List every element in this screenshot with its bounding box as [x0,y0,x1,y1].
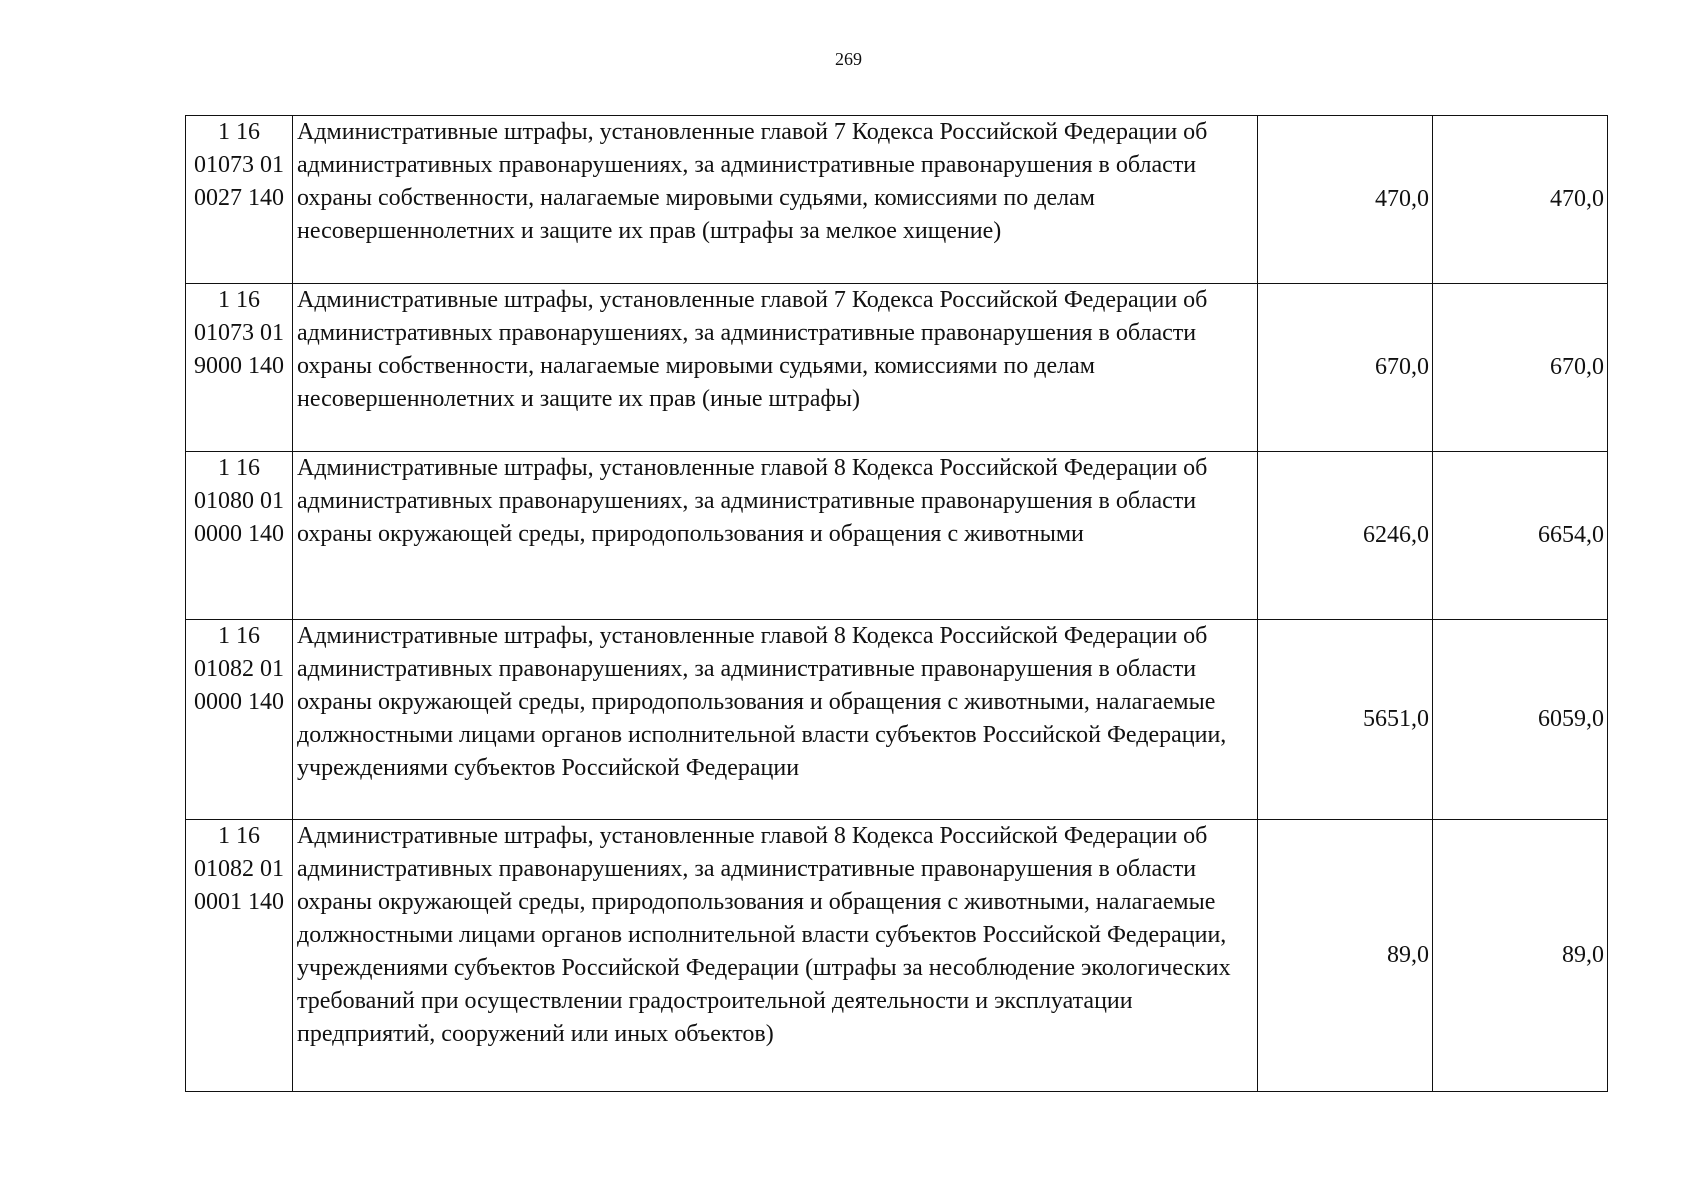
budget-code-cell: 1 16 01073 01 9000 140 [186,284,293,452]
value-2-cell: 89,0 [1433,820,1608,1092]
value-2-cell: 670,0 [1433,284,1608,452]
value-1-cell: 6246,0 [1258,452,1433,620]
description-cell: Административные штрафы, установленные главой 8 Кодекса Российской Федерации об административных правонарушениях, за административные правонарушения в области охраны окружающей среды, природопользования и обращения с животными, налагаемые должностными лицами органов исполнительной власти субъектов Российской Федерации, учреждениями субъектов Российской Федерации [293,620,1258,820]
description-cell: Административные штрафы, установленные главой 8 Кодекса Российской Федерации об административных правонарушениях, за административные правонарушения в области охраны окружающей среды, природопользования и обращения с животными, налагаемые должностными лицами органов исполнительной власти субъектов Российской Федерации, учреждениями субъектов Российской Федерации (штрафы за несоблюдение экологических требований при осуществлении градостроительной деятельности и эксплуатации предприятий, сооружений или иных объектов) [293,820,1258,1092]
table-row [186,116,1608,284]
table-row [186,284,1608,452]
budget-code-cell: 1 16 01080 01 0000 140 [186,452,293,620]
value-1-cell: 89,0 [1258,820,1433,1092]
budget-code-cell: 1 16 01073 01 0027 140 [186,116,293,284]
value-1-cell: 470,0 [1258,116,1433,284]
budget-code-cell: 1 16 01082 01 0001 140 [186,820,293,1092]
description-cell: Административные штрафы, установленные главой 7 Кодекса Российской Федерации об административных правонарушениях, за административные правонарушения в области охраны собственности, налагаемые мировыми судьями, комиссиями по делам несовершеннолетних и защите их прав (иные штрафы) [293,284,1258,452]
description-cell: Административные штрафы, установленные главой 7 Кодекса Российской Федерации об административных правонарушениях, за административные правонарушения в области охраны собственности, налагаемые мировыми судьями, комиссиями по делам несовершеннолетних и защите их прав (штрафы за мелкое хищение) [293,116,1258,284]
value-1-cell: 5651,0 [1258,620,1433,820]
table-row [186,820,1608,1092]
value-2-cell: 6059,0 [1433,620,1608,820]
table-row [186,620,1608,820]
value-2-cell: 6654,0 [1433,452,1608,620]
description-cell: Административные штрафы, установленные главой 8 Кодекса Российской Федерации об административных правонарушениях, за административные правонарушения в области охраны окружающей среды, природопользования и обращения с животными [293,452,1258,620]
value-1-cell: 670,0 [1258,284,1433,452]
table-row [186,452,1608,620]
page-number: 269 [835,49,862,69]
budget-code-cell: 1 16 01082 01 0000 140 [186,620,293,820]
value-2-cell: 470,0 [1433,116,1608,284]
revenue-table [185,115,1608,1092]
